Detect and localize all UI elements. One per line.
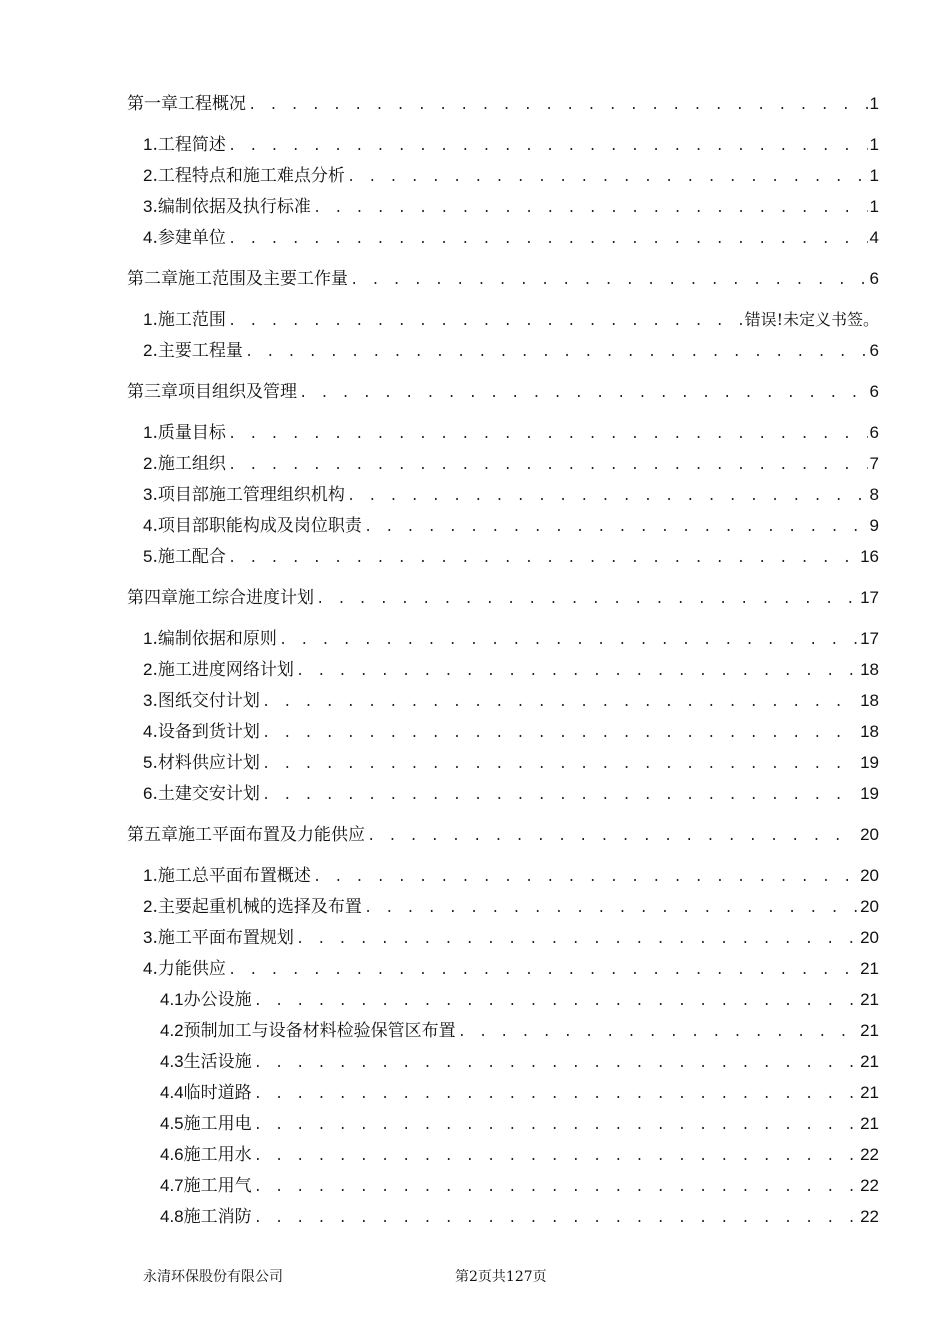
toc-section-entry[interactable] (143, 781, 879, 807)
toc-section-entry[interactable] (143, 482, 879, 508)
toc-dot-leader (262, 721, 858, 745)
toc-entry-title: .工程特点和施工难点分析 (152, 166, 345, 186)
toc-entry-title: .工程简述 (152, 135, 226, 155)
toc-entry-title: 第五章施工平面布置及力能供应 (127, 825, 365, 845)
toc-section-entry[interactable] (143, 894, 879, 920)
footer-company: 永清环保股份有限公司 (143, 1269, 283, 1285)
toc-entry-title: 施工用水 (183, 1145, 252, 1165)
toc-entry-number: 4.7 (160, 1176, 184, 1195)
toc-page-number: 9 (869, 516, 879, 535)
toc-subsection-entry[interactable] (160, 1142, 879, 1168)
toc-section-entry[interactable] (143, 719, 879, 745)
footer-page-info: 第2页共127页 (455, 1269, 547, 1285)
toc-section-entry[interactable] (143, 451, 879, 477)
toc-page-number: 21 (860, 1052, 879, 1071)
toc-entry-number: 4.8 (160, 1207, 184, 1226)
toc-entry-number: 4 (143, 722, 153, 741)
toc-entry-title: 施工用电 (183, 1114, 252, 1134)
toc-page-number: 7 (869, 454, 879, 473)
toc-subsection-entry[interactable] (160, 987, 879, 1013)
toc-subsection-entry[interactable] (160, 1204, 879, 1230)
toc-entry-title: 临时道路 (183, 1083, 252, 1103)
toc-entry-number: 1 (143, 629, 153, 648)
toc-dot-leader (262, 752, 858, 776)
toc-section-entry[interactable] (143, 163, 879, 189)
toc-dot-leader (228, 546, 858, 570)
toc-page-number: 21 (860, 959, 879, 978)
toc-dot-leader (313, 196, 868, 220)
toc-dot-leader (279, 628, 858, 652)
toc-page-number: 22 (860, 1207, 879, 1226)
toc-page-number: 1 (869, 197, 879, 216)
toc-section-entry[interactable] (143, 863, 879, 889)
toc-section-entry[interactable] (143, 194, 879, 220)
toc-entry-title: 第一章工程概况 (127, 94, 246, 114)
toc-page-number: 20 (860, 866, 879, 885)
toc-page-number: 错误!未定义书签。 (744, 310, 879, 329)
toc-entry-number: 4.6 (160, 1145, 184, 1164)
toc-entry-number: 1 (143, 866, 153, 885)
toc-dot-leader (254, 1206, 858, 1230)
toc-chapter-entry[interactable] (127, 266, 879, 292)
toc-chapter-entry[interactable] (127, 585, 879, 611)
toc-entry-number: 4.4 (160, 1083, 184, 1102)
toc-entry-number: 3 (143, 691, 153, 710)
toc-page-number: 20 (860, 825, 879, 844)
toc-dot-leader (316, 587, 858, 611)
toc-subsection-entry[interactable] (160, 1173, 879, 1199)
toc-entry-number: 6 (143, 784, 153, 803)
toc-dot-leader (296, 659, 858, 683)
toc-page-number: 19 (860, 784, 879, 803)
toc-entry-title: .施工配合 (152, 547, 226, 567)
toc-entry-number: 4.1 (160, 990, 184, 1009)
toc-dot-leader (254, 1175, 858, 1199)
toc-entry-title: .主要工程量 (152, 341, 243, 361)
toc-entry-title: 第二章施工范围及主要工作量 (127, 269, 348, 289)
toc-entry-number: 2 (143, 454, 153, 473)
toc-dot-leader (313, 865, 858, 889)
toc-entry-title: 预制加工与设备材料检验保管区布置 (183, 1021, 456, 1041)
toc-page-number: 6 (869, 382, 879, 401)
toc-entry-number: 4 (143, 516, 153, 535)
toc-dot-leader (364, 515, 868, 539)
toc-entry-number: 1 (143, 310, 153, 329)
toc-entry-number: 2 (143, 897, 153, 916)
toc-page-number: 21 (860, 1114, 879, 1133)
toc-entry-number: 4.5 (160, 1114, 184, 1133)
toc-entry-title: .施工平面布置规划 (152, 928, 294, 948)
toc-entry-title: .图纸交付计划 (152, 691, 260, 711)
toc-section-entry[interactable] (143, 338, 879, 364)
toc-entry-number: 3 (143, 928, 153, 947)
toc-page-number: 16 (860, 547, 879, 566)
toc-entry-title: .力能供应 (152, 959, 226, 979)
toc-entry-number: 4 (143, 959, 153, 978)
toc-entry-title: .质量目标 (152, 423, 226, 443)
toc-section-entry[interactable] (143, 225, 879, 251)
toc-dot-leader (228, 309, 743, 333)
toc-entry-title: .编制依据和原则 (152, 629, 277, 649)
toc-dot-leader (245, 340, 868, 364)
toc-entry-title: 第四章施工综合进度计划 (127, 588, 314, 608)
toc-section-entry[interactable] (143, 420, 879, 446)
toc-page-number: 21 (860, 990, 879, 1009)
toc-entry-number: 1 (143, 423, 153, 442)
toc-entry-number: 5 (143, 753, 153, 772)
toc-entry-title: .施工总平面布置概述 (152, 866, 311, 886)
toc-entry-title: .土建交安计划 (152, 784, 260, 804)
toc-dot-leader (262, 690, 858, 714)
toc-page-number: 22 (860, 1176, 879, 1195)
toc-entry-number: 5 (143, 547, 153, 566)
toc-dot-leader (347, 165, 868, 189)
toc-subsection-entry[interactable] (160, 1018, 879, 1044)
toc-dot-leader (228, 958, 858, 982)
toc-subsection-entry[interactable] (160, 1049, 879, 1075)
toc-section-entry[interactable] (143, 132, 879, 158)
toc-page-number: 21 (860, 1021, 879, 1040)
toc-page-number: 19 (860, 753, 879, 772)
toc-entry-title: 施工消防 (183, 1207, 252, 1227)
toc-page-number: 6 (869, 341, 879, 360)
toc-dot-leader (364, 896, 858, 920)
toc-entry-number: 4 (143, 228, 153, 247)
toc-dot-leader (254, 989, 858, 1013)
toc-dot-leader (367, 824, 858, 848)
toc-entry-number: 2 (143, 341, 153, 360)
toc-page-number: 8 (869, 485, 879, 504)
toc-page-number: 6 (869, 423, 879, 442)
toc-entry-title: .材料供应计划 (152, 753, 260, 773)
toc-entry-title: 第三章项目组织及管理 (127, 382, 297, 402)
toc-page-number: 17 (860, 588, 879, 607)
toc-page-number: 4 (869, 228, 879, 247)
toc-entry-title: .参建单位 (152, 228, 226, 248)
toc-section-entry[interactable] (143, 544, 879, 570)
toc-entry-title: .施工范围 (152, 310, 226, 330)
toc-entry-title: .项目部施工管理组织机构 (152, 485, 345, 505)
toc-chapter-entry[interactable] (127, 91, 879, 117)
toc-entry-title: .施工进度网络计划 (152, 660, 294, 680)
toc-section-entry[interactable] (143, 626, 879, 652)
toc-dot-leader (248, 93, 868, 117)
toc-dot-leader (458, 1020, 858, 1044)
toc-section-entry[interactable] (143, 925, 879, 951)
toc-page-number: 20 (860, 928, 879, 947)
toc-dot-leader (228, 227, 868, 251)
toc-dot-leader (228, 422, 868, 446)
toc-dot-leader (296, 927, 858, 951)
toc-dot-leader (350, 268, 868, 292)
toc-entry-title: .项目部职能构成及岗位职责 (152, 516, 362, 536)
toc-entry-title: .设备到货计划 (152, 722, 260, 742)
toc-entry-number: 3 (143, 197, 153, 216)
toc-section-entry[interactable] (143, 513, 879, 539)
toc-entry-title: .施工组织 (152, 454, 226, 474)
toc-dot-leader (254, 1082, 858, 1106)
toc-page-number: 1 (869, 135, 879, 154)
toc-page-number: 1 (869, 94, 879, 113)
toc-page-number: 20 (860, 897, 879, 916)
toc-entry-number: 2 (143, 166, 153, 185)
toc-section-entry[interactable] (143, 657, 879, 683)
toc-section-entry[interactable] (143, 956, 879, 982)
toc-page-number: 18 (860, 722, 879, 741)
toc-section-entry[interactable] (143, 750, 879, 776)
toc-page-number: 1 (869, 166, 879, 185)
toc-entry-number: 4.3 (160, 1052, 184, 1071)
toc-dot-leader (228, 134, 868, 158)
toc-entry-number: 4.2 (160, 1021, 184, 1040)
toc-dot-leader (228, 453, 868, 477)
toc-page-number: 6 (869, 269, 879, 288)
toc-entry-number: 2 (143, 660, 153, 679)
toc-page-number: 17 (860, 629, 879, 648)
toc-entry-title: 办公设施 (183, 990, 252, 1010)
toc-section-entry[interactable] (143, 688, 879, 714)
toc-entry-title: 生活设施 (183, 1052, 252, 1072)
toc-page-number: 22 (860, 1145, 879, 1164)
toc-section-entry[interactable] (143, 307, 879, 333)
toc-chapter-entry[interactable] (127, 822, 879, 848)
toc-dot-leader (254, 1144, 858, 1168)
toc-entry-title: 施工用气 (183, 1176, 252, 1196)
toc-page-number: 18 (860, 691, 879, 710)
toc-entry-number: 3 (143, 485, 153, 504)
toc-entry-title: .编制依据及执行标准 (152, 197, 311, 217)
toc-page-number: 21 (860, 1083, 879, 1102)
toc-page-number: 18 (860, 660, 879, 679)
toc-chapter-entry[interactable] (127, 379, 879, 405)
toc-entry-number: 1 (143, 135, 153, 154)
toc-entry-title: .主要起重机械的选择及布置 (152, 897, 362, 917)
toc-dot-leader (254, 1051, 858, 1075)
toc-subsection-entry[interactable] (160, 1111, 879, 1137)
toc-subsection-entry[interactable] (160, 1080, 879, 1106)
toc-dot-leader (262, 783, 858, 807)
toc-dot-leader (347, 484, 868, 508)
toc-dot-leader (254, 1113, 858, 1137)
toc-dot-leader (299, 381, 868, 405)
